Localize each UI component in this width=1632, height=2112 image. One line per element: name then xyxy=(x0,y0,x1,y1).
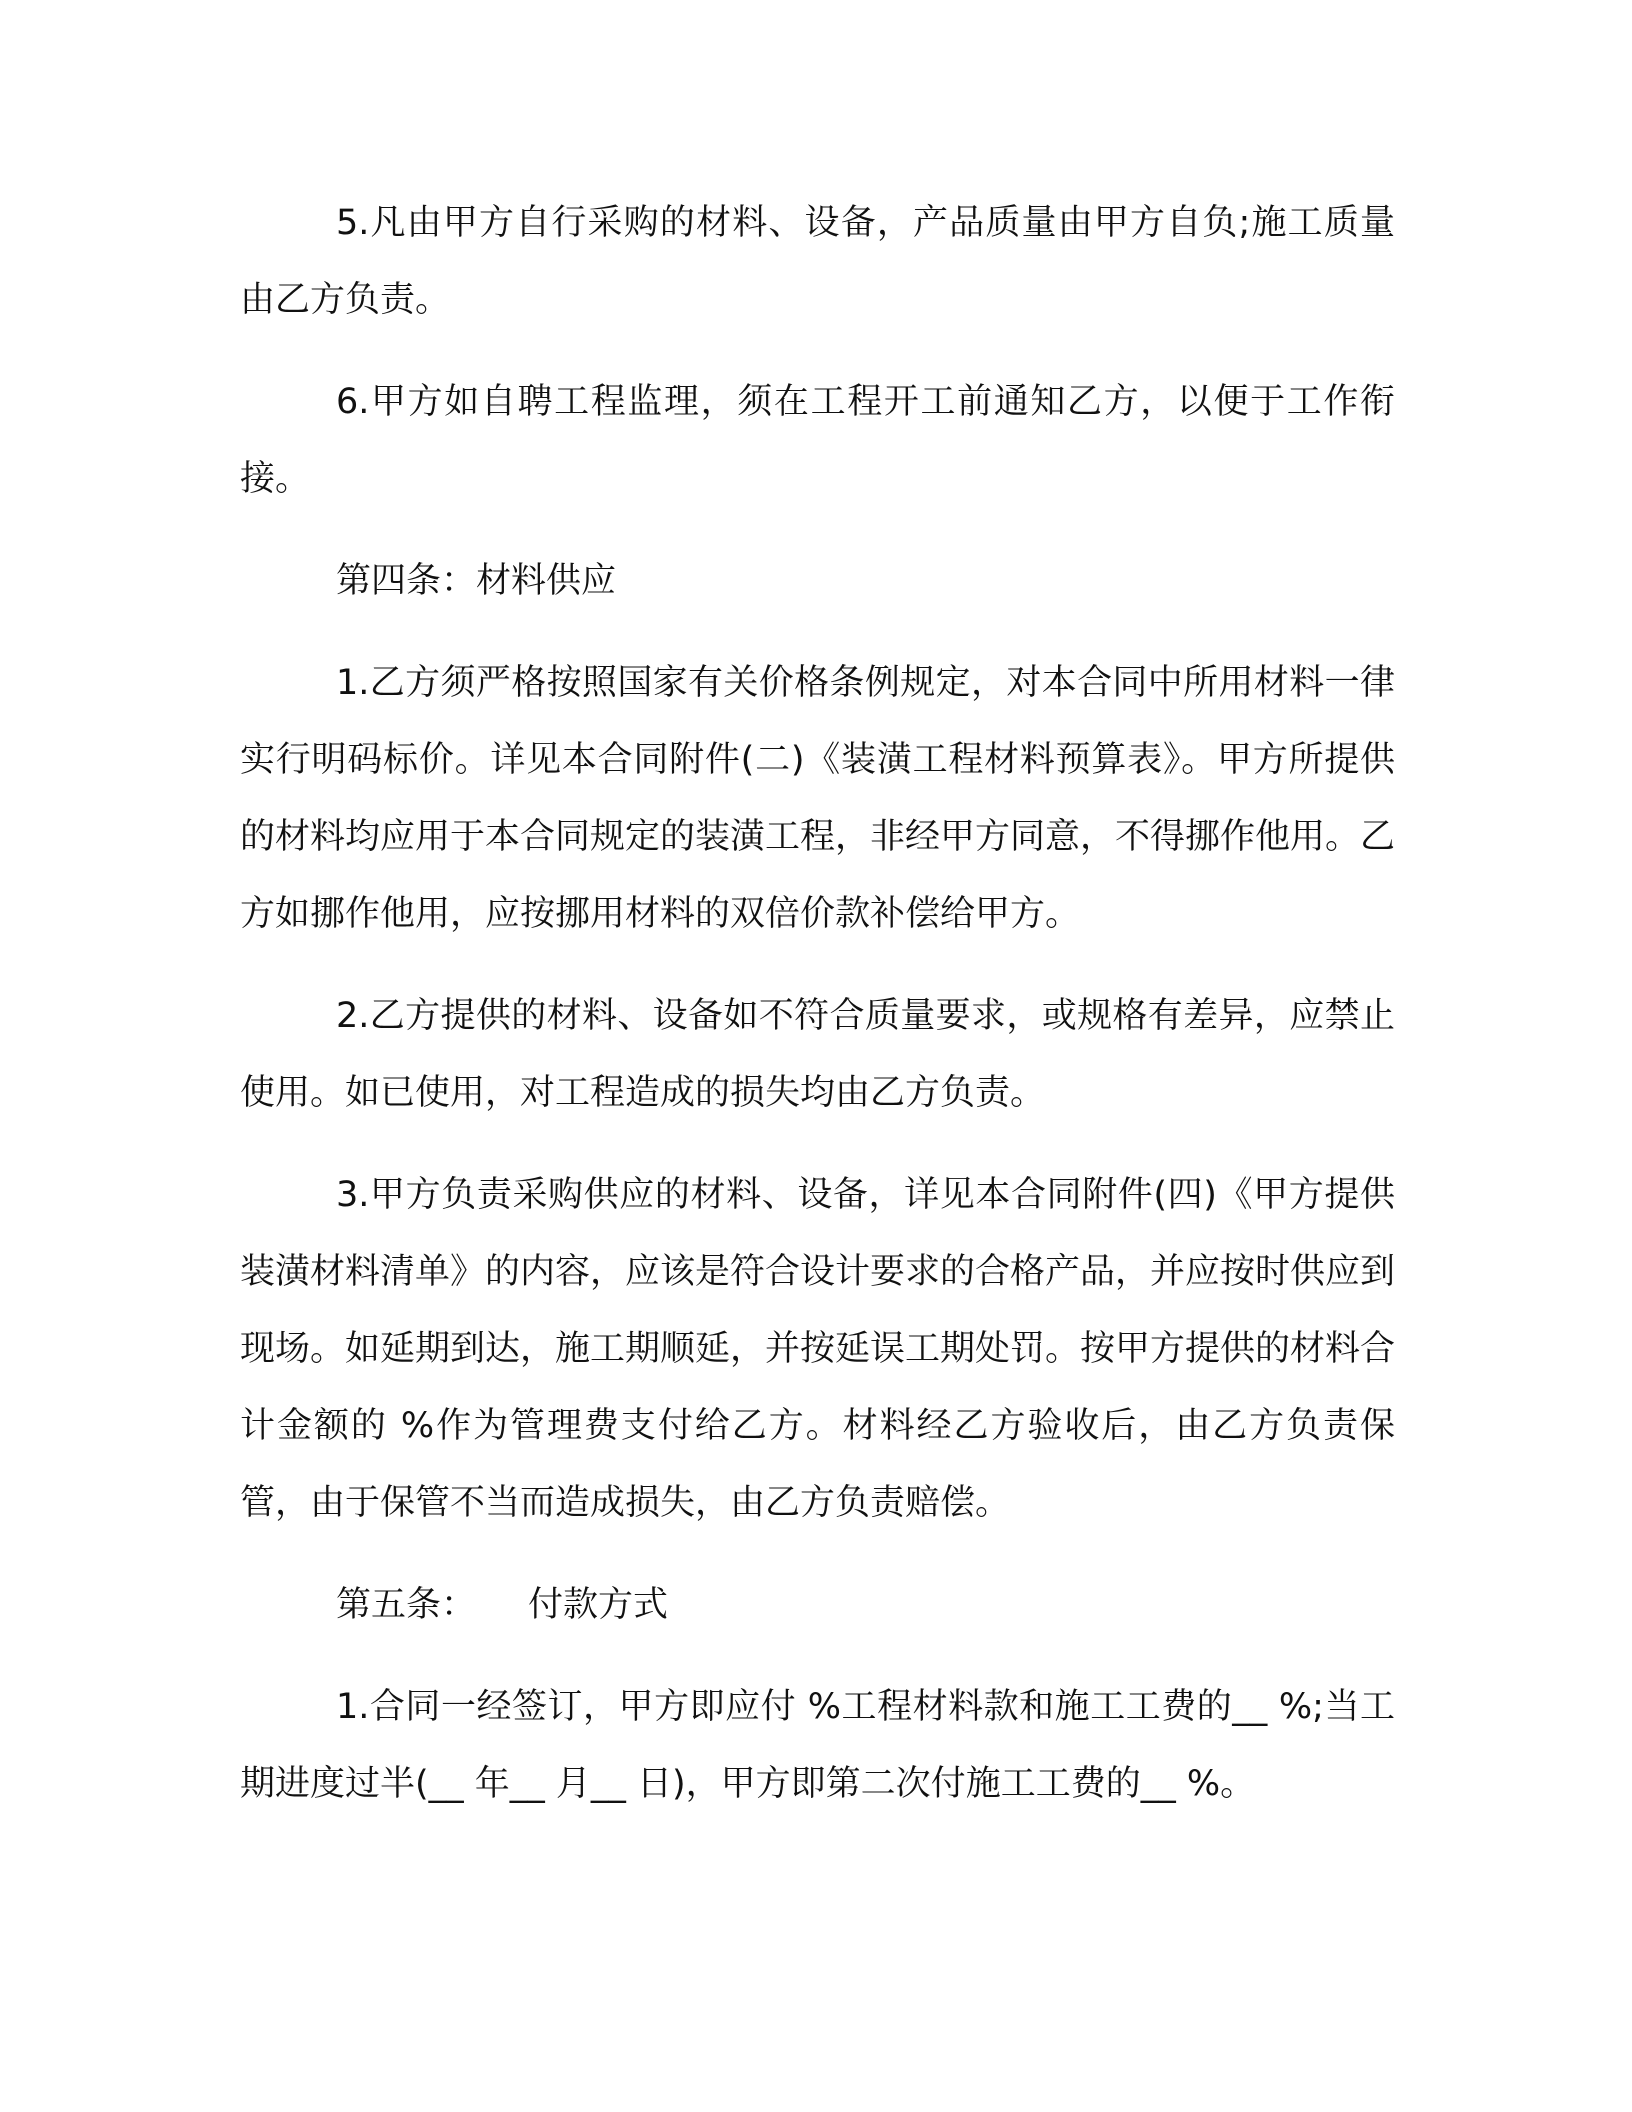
article-5-heading xyxy=(240,1567,1395,1644)
article-5-label: 第五条： xyxy=(336,1585,477,1625)
clause-5-item-1: 1.合同一经签订，甲方即应付 %工程材料款和施工工费的__ %;当工期进度过半(__ 年__ 月__ 日)，甲方即第二次付施工工费的__ %。 xyxy=(240,1687,1395,1804)
clause-3-item-5: 5.凡由甲方自行采购的材料、设备，产品质量由甲方自负;施工质量由乙方负责。 xyxy=(240,203,1395,320)
document-page xyxy=(240,185,1395,1848)
article-4-heading: 第四条：材料供应 xyxy=(336,561,617,601)
clause-4-item-3: 3.甲方负责采购供应的材料、设备，详见本合同附件(四)《甲方提供装潢材料清单》的内容，应该是符合设计要求的合格产品，并应按时供应到现场。如延期到达，施工期顺延，并按延误工期处罚。按甲方提供的材料合计金额的 %作为管理费支付给乙方。材料经乙方验收后，由乙方负责保管，由于保管不当而造成损失，由乙方负责赔偿。 xyxy=(240,1175,1396,1523)
clause-4-item-1: 1.乙方须严格按照国家有关价格条例规定，对本合同中所用材料一律实行明码标价。详见本合同附件(二)《装潢工程材料预算表》。甲方所提供的材料均应用于本合同规定的装潢工程，非经甲方同意，不得挪作他用。乙方如挪作他用，应按挪用材料的双倍价款补偿给甲方。 xyxy=(240,663,1396,934)
article-5-title: 付款方式 xyxy=(528,1585,669,1625)
clause-3-item-6: 6.甲方如自聘工程监理，须在工程开工前通知乙方，以便于工作衔接。 xyxy=(240,382,1395,499)
clause-4-item-2: 2.乙方提供的材料、设备如不符合质量要求，或规格有差异，应禁止使用。如已使用，对工程造成的损失均由乙方负责。 xyxy=(240,996,1395,1113)
